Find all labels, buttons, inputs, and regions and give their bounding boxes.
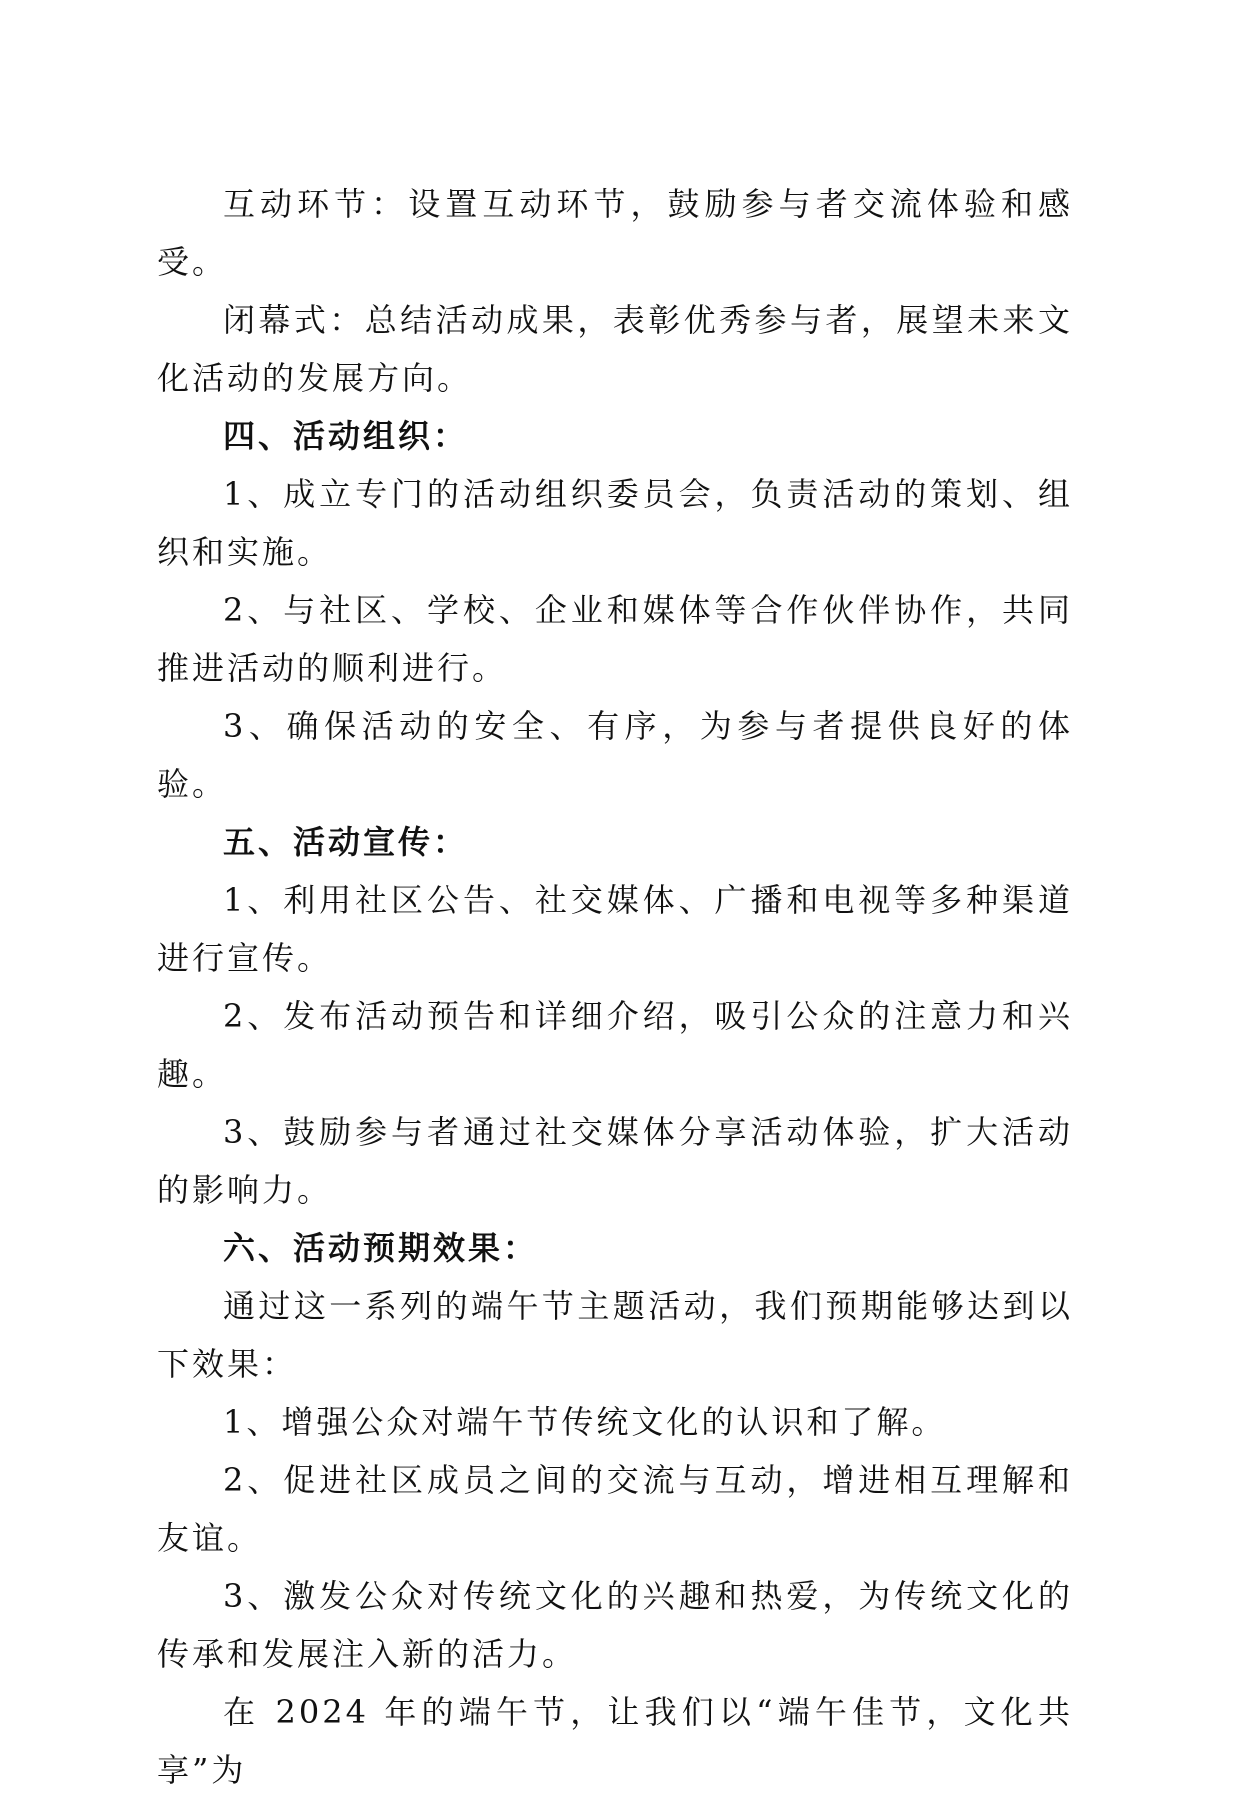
list-item: 3、确保活动的安全、有序，为参与者提供良好的体验。 <box>157 707 1073 803</box>
list-item: 1、成立专门的活动组织委员会，负责活动的策划、组织和实施。 <box>157 475 1073 571</box>
list-item: 2、与社区、学校、企业和媒体等合作伙伴协作，共同推进活动的顺利进行。 <box>157 591 1073 687</box>
list-item: 1、增强公众对端午节传统文化的认识和了解。 <box>223 1403 947 1441</box>
section-heading-publicity: 五、活动宣传： <box>223 823 469 861</box>
list-item: 1、利用社区公告、社交媒体、广播和电视等多种渠道进行宣传。 <box>157 881 1073 977</box>
document-page <box>157 175 1073 1799</box>
paragraph-conclusion: 在 2024 年的端午节，让我们以“端午佳节，文化共享”为 <box>157 1693 1073 1789</box>
paragraph-interaction: 互动环节：设置互动环节，鼓励参与者交流体验和感受。 <box>157 185 1073 281</box>
list-item: 3、激发公众对传统文化的兴趣和热爱，为传统文化的传承和发展注入新的活力。 <box>157 1577 1073 1673</box>
list-item: 3、鼓励参与者通过社交媒体分享活动体验，扩大活动的影响力。 <box>157 1113 1073 1209</box>
section-heading-expected-effects: 六、活动预期效果： <box>223 1229 539 1267</box>
list-item: 2、促进社区成员之间的交流与互动，增进相互理解和友谊。 <box>157 1461 1073 1557</box>
list-item: 2、发布活动预告和详细介绍，吸引公众的注意力和兴趣。 <box>157 997 1073 1093</box>
section-heading-organization: 四、活动组织： <box>223 417 469 455</box>
paragraph-effects-intro: 通过这一系列的端午节主题活动，我们预期能够达到以下效果： <box>157 1287 1073 1383</box>
paragraph-closing-ceremony: 闭幕式：总结活动成果，表彰优秀参与者，展望未来文化活动的发展方向。 <box>157 301 1073 397</box>
